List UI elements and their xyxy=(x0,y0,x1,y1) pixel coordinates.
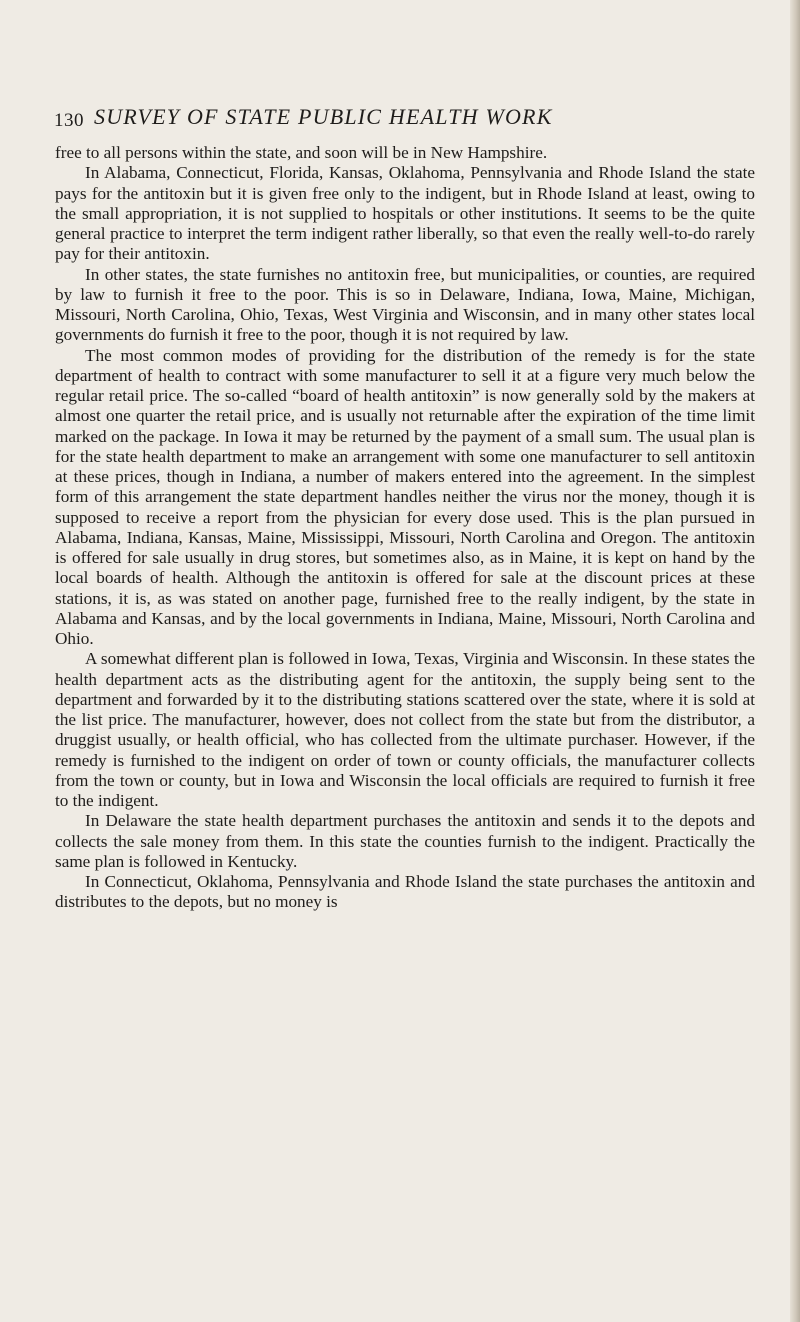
running-head: SURVEY OF STATE PUBLIC HEALTH WORK xyxy=(94,104,553,129)
paragraph-free-to-indigent: In Alabama, Connecticut, Florida, Kansas, Oklahoma, Pennsylvania and Rhode Island the state pays for the antitoxin but it is given free only to the indigent, but in Rhode Island at least, owing to the small appropriation, it is not supplied to hospitals or other institutions. It seems to be the quite general practice to interpret the term indigent rather liberally, so that even the really well-to-do rarely pay for their antitoxin. xyxy=(55,163,755,264)
page-header xyxy=(54,100,754,140)
paragraph-distribution-modes: The most common modes of providing for the distribution of the remedy is for the state department of health to contract with some manufacturer to sell it at a figure very much below the regular retail price. The so-called “board of health antitoxin” is now generally sold by the makers at almost one quarter the retail price, and is usually not returnable after the expiration of the time limit marked on the package. In Iowa it may be returned by the payment of a small sum. The usual plan is for the state health department to make an arrangement with some one manufacturer to sell antitoxin at these prices, though in Indiana, a number of makers entered into the agreement. In the simplest form of this arrangement the state department handles neither the virus nor the money, though it is supposed to receive a report from the physician for every dose used. This is the plan pursued in Alabama, Indiana, Kansas, Maine, Mississippi, Missouri, North Carolina and Oregon. The antitoxin is offered for sale usually in drug stores, but sometimes also, as in Maine, it is kept on hand by the local boards of health. Although the antitoxin is offered for sale at the discount prices at these stations, it is, as was stated on another page, furnished free to the really indigent, by the state in Alabama and Kansas, and by the local governments in Indiana, Maine, Missouri, North Carolina and Ohio. xyxy=(55,345,755,648)
body-text xyxy=(55,143,755,913)
paragraph-continuation: free to all persons within the state, and soon will be in New Hampshire. xyxy=(55,143,548,162)
paragraph-connecticut: In Connecticut, Oklahoma, Pennsylvania and Rhode Island the state purchases the antitoxin and distributes to the depots, but no money is xyxy=(55,872,755,912)
paragraph-municipalities: In other states, the state furnishes no antitoxin free, but municipalities, or counties, are required by law to furnish it free to the poor. This is so in Delaware, Indiana, Iowa, Maine, Michigan, Missouri, North Carolina, Ohio, Texas, West Virginia and Wisconsin, and in many other states local governments do furnish it free to the poor, though it is not required by law. xyxy=(55,264,755,345)
page-number: 130 xyxy=(54,110,84,131)
page-edge xyxy=(790,0,800,1322)
paragraph-delaware: In Delaware the state health department purchases the antitoxin and sends it to the depots and collects the sale money from them. In this state the counties furnish to the indigent. Practically the same plan is followed in Kentucky. xyxy=(55,811,755,871)
paragraph-different-plan: A somewhat different plan is followed in Iowa, Texas, Virginia and Wisconsin. In these states the health department acts as the distributing agent for the antitoxin, the supply being sent to the department and forwarded by it to the distributing stations scattered over the state, where it is sold at the list price. The manufacturer, however, does not collect from the state but from the distributor, a druggist usually, or health official, who has collected from the ultimate purchaser. However, if the remedy is furnished to the indigent on order of town or county officials, the manufacturer collects from the town or county, but in Iowa and Wisconsin the local officials are required to furnish it free to the indigent. xyxy=(55,649,755,810)
